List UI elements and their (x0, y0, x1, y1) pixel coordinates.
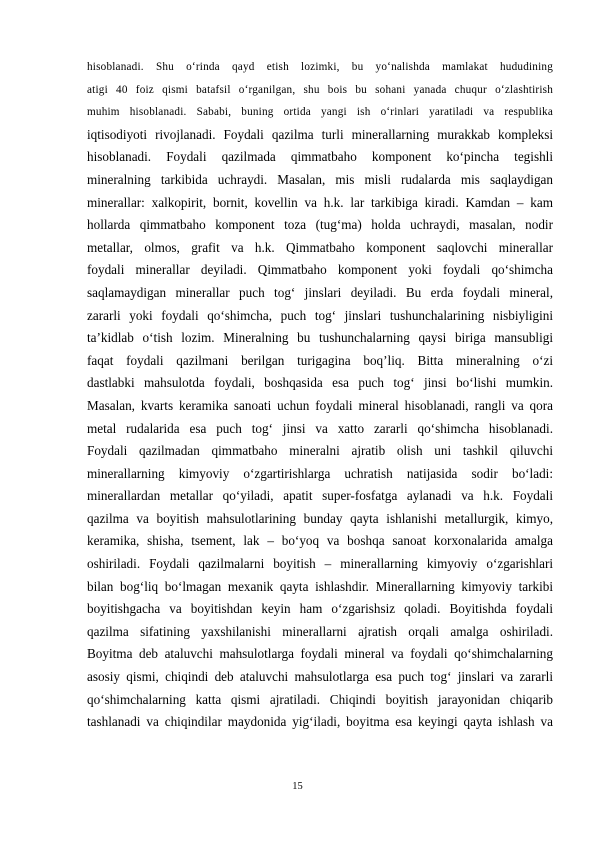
text-line: minerallarning kimyoviy o‘zgartirishlarga uchratish natijasida sodir bo‘ladi: (87, 465, 553, 481)
text-line: hollarda qimmatbaho komponent toza (tug‘ma) holda uchraydi, masalan, nodir (87, 217, 553, 233)
text-line: qo‘shimchalarning katta qismi ajratiladi. Chiqindi boyitish jarayonidan chiqarib (87, 691, 553, 707)
text-line: oshiriladi. Foydali qazilmalarni boyitish – minerallarning kimyoviy o‘zgarishlari (87, 556, 553, 572)
text-line: muhim hisoblanadi. Sababi, buning ortida yangi ish o‘rinlari yaratiladi va respublika (87, 106, 553, 119)
text-line: ta’kidlab o‘tish lozim. Mineralning bu tushunchalarning qaysi biriga mansubligi (87, 330, 553, 346)
text-line: minerallar: xalkopirit, bornit, kovellin va h.k. lar tarkibiga kiradi. Kamdan – kam (87, 194, 553, 210)
text-line: Boyitma deb ataluvchi mahsulotlarga foydali mineral va foydali qo‘shimchalarning (87, 646, 553, 662)
text-line: hisoblanadi. Shu o‘rinda qayd etish lozimki, bu yo‘nalishda mamlakat hududining (87, 61, 553, 73)
text-line: Masalan, kvarts keramika sanoati uchun foydali mineral hisoblanadi, rangli va qora (87, 397, 553, 413)
text-line: saqlamaydigan minerallar puch tog‘ jinslari deyiladi. Bu erda foydali mineral, (87, 284, 553, 300)
text-line: iqtisodiyoti rivojlanadi. Foydali qazilma turli minerallarning murakkab kompleksi (87, 126, 553, 142)
text-line: minerallardan metallar qo‘yiladi, apatit super-fosfatga aylanadi va h.k. Foydali (87, 488, 553, 504)
text-line: metallar, olmos, grafit va h.k. Qimmatbaho komponent saqlovchi minerallar (87, 239, 553, 255)
text-line: atigi 40 foiz qismi batafsil o‘rganilgan, shu bois bu sohani yanada chuqur o‘zlashtirish (87, 83, 553, 96)
text-line: asosiy qismi, chiqindi deb ataluvchi mahsulotlarga esa puch tog‘ jinslari va zararli (87, 669, 553, 685)
text-line: hisoblanadi. Foydali qazilmada qimmatbaho komponent ko‘pincha tegishli (87, 149, 553, 165)
text-line: boyitishgacha va boyitishdan keyin ham o‘zgarishsiz qoladi. Boyitishda foydali (87, 601, 553, 617)
text-line: faqat foydali qazilmani berilgan turigagina boq’liq. Bitta mineralning o‘zi (87, 352, 553, 368)
document-body (87, 56, 553, 734)
text-line: qazilma va boyitish mahsulotlarining bunday qayta ishlanishi metallurgik, kimyo, (87, 510, 553, 526)
text-line: Foydali qazilmadan qimmatbaho mineralni ajratib olish uni tashkil qiluvchi (87, 443, 553, 459)
text-line: metal rudalarida esa puch tog‘ jinsi va xatto zararli qo‘shimcha hisoblanadi. (87, 420, 553, 436)
text-line: zararli yoki foydali qo‘shimcha, puch tog‘ jinslari tushunchalarining nisbiyligini (87, 307, 553, 323)
text-line: foydali minerallar deyiladi. Qimmatbaho komponent yoki foydali qo‘shimcha (87, 262, 553, 278)
text-line: bilan bog‘liq bo‘lmagan mexanik qayta ishlashdir. Minerallarning kimyoviy tarkibi (87, 578, 553, 594)
text-line: qazilma sifatining yaxshilanishi minerallarni ajratish orqali amalga oshiriladi. (87, 623, 553, 639)
text-line: keramika, shisha, tsement, lak – bo‘yoq va boshqa sanoat korxonalarida amalga (87, 533, 553, 549)
page-number: 15 (292, 781, 303, 792)
text-line: mineralning tarkibida uchraydi. Masalan, mis misli rudalarda mis saqlaydigan (87, 171, 553, 187)
text-line: tashlanadi va chiqindilar maydonida yig‘iladi, boyitma esa keyingi qayta ishlash va (87, 714, 553, 730)
text-line: dastlabki mahsulotda foydali, boshqasida esa puch tog‘ jinsi bo‘lishi mumkin. (87, 375, 553, 391)
